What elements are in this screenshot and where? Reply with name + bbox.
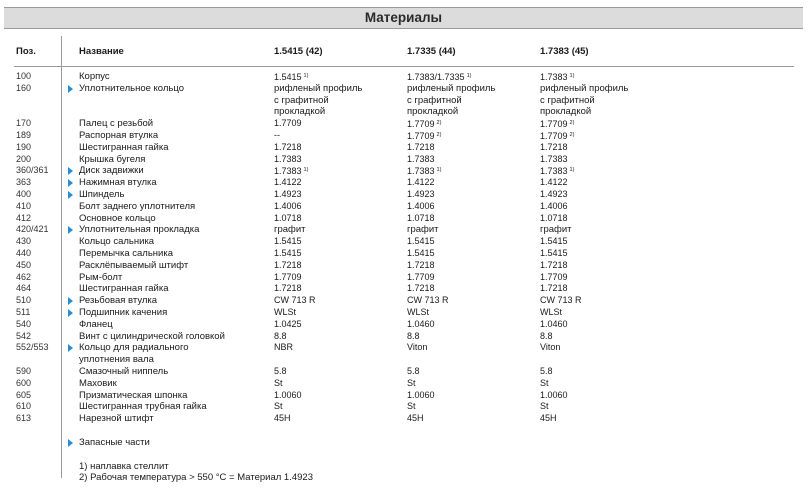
material-value: WLSt (274, 306, 297, 317)
row-name: Палец с резьбой (79, 118, 154, 130)
material-value: 5.8 (407, 365, 420, 376)
row-material-2 (407, 366, 420, 378)
material-value: 1.7383 (540, 72, 568, 82)
footnote-ref: 2) (569, 131, 575, 138)
material-value: 1.4122 (407, 177, 435, 188)
material-value: 1.5415 (274, 72, 302, 82)
material-value: St (540, 401, 549, 412)
material-value: рифленый профиль с графитной прокладкой (540, 82, 629, 118)
row-material-1 (274, 272, 302, 284)
row-material-2 (407, 142, 435, 154)
material-value: 1.7383 (407, 153, 435, 164)
material-value: Viton (407, 342, 428, 353)
row-material-2 (407, 248, 435, 260)
row-name: Кольцо сальника (79, 236, 155, 248)
row-material-1 (274, 295, 316, 307)
row-name: Крышка бугеля (79, 153, 146, 165)
row-material-1 (274, 118, 302, 130)
material-value: 1.7218 (274, 283, 302, 294)
material-value: 1.4122 (540, 177, 568, 188)
header-name: Название (79, 46, 124, 57)
row-material-1 (274, 413, 291, 425)
row-material-3 (540, 83, 628, 118)
row-position: 360/361 (16, 165, 49, 176)
material-value: 1.7383 (540, 166, 568, 177)
material-value: 45H (407, 413, 424, 424)
table-row (0, 236, 812, 248)
row-material-2 (407, 295, 449, 307)
material-value: 1.7218 (407, 283, 435, 294)
row-material-3 (540, 272, 568, 284)
row-name: Призматическая шпонка (79, 389, 188, 401)
row-material-2 (407, 189, 435, 201)
table-row (0, 366, 812, 378)
material-value: 1.7709 (407, 119, 435, 130)
material-value: 1.7383 (407, 166, 435, 177)
materials-table (0, 71, 812, 425)
row-name: Диск задвижки (79, 165, 144, 177)
row-material-1 (274, 307, 296, 319)
row-material-3 (540, 201, 568, 213)
header-pos: Поз. (16, 46, 36, 57)
row-position: 400 (16, 188, 32, 199)
table-row (0, 378, 812, 390)
material-value: 1.7383 (274, 153, 302, 164)
spare-part-marker-icon (68, 226, 73, 234)
row-material-1 (274, 248, 302, 260)
material-value: графит (274, 224, 306, 236)
row-name: Фланец (79, 318, 113, 330)
material-value: 1.7709 (407, 130, 435, 141)
row-position: 190 (16, 141, 32, 152)
row-material-2 (407, 236, 435, 248)
row-name: Основное кольцо (79, 212, 156, 224)
material-value: 1.7218 (540, 141, 568, 152)
row-material-1 (274, 331, 287, 343)
material-value: 1.0060 (274, 389, 302, 400)
row-material-1 (274, 236, 302, 248)
table-row (0, 413, 812, 425)
row-material-2 (407, 260, 435, 272)
table-row (0, 331, 812, 343)
row-material-3 (540, 213, 568, 225)
material-value: графит (407, 224, 439, 236)
material-value: St (540, 377, 549, 388)
row-position: 610 (16, 401, 32, 412)
table-row (0, 283, 812, 295)
row-material-3 (540, 236, 568, 248)
row-material-3 (540, 331, 553, 343)
footnote-ref: 2) (436, 131, 442, 138)
material-value: 1.0060 (540, 389, 568, 400)
spare-part-marker-icon (68, 309, 73, 317)
row-material-1 (274, 154, 302, 166)
spare-parts-legend: Запасные части (79, 437, 150, 448)
footnote-ref: 1) (466, 73, 472, 79)
spare-part-marker-icon (68, 85, 73, 93)
row-material-3 (540, 413, 557, 425)
spare-part-marker-icon (68, 344, 73, 352)
table-row (0, 83, 812, 118)
row-position: 100 (16, 71, 32, 81)
material-value: 1.5415 (540, 247, 568, 258)
footnote-ref: 2) (569, 120, 575, 127)
material-value: 1.5415 (274, 247, 302, 258)
table-row (0, 201, 812, 213)
material-value: 1.4923 (407, 188, 435, 199)
row-name: Уплотнительное кольцо (79, 82, 184, 94)
row-material-3 (540, 283, 568, 295)
table-row (0, 260, 812, 272)
spare-part-marker-icon (68, 167, 73, 175)
material-value: 1.5415 (540, 236, 568, 247)
spare-part-marker-icon (68, 439, 73, 447)
row-name: Шестигранная гайка (79, 141, 169, 153)
material-value: 1.7383/1.7335 (407, 72, 465, 82)
row-position: 552/553 (16, 342, 49, 353)
row-name: Уплотнительная прокладка (79, 224, 200, 236)
row-position: 605 (16, 389, 32, 400)
footnote-ref: 1) (569, 167, 575, 174)
material-value: 1.4006 (407, 200, 435, 211)
spare-part-marker-icon (68, 179, 73, 187)
footnote-2: 2) Рабочая температура > 550 °C = Материал 1.4923 (79, 472, 313, 483)
row-material-2 (407, 154, 435, 166)
row-material-2 (407, 283, 435, 295)
row-material-1 (274, 342, 293, 354)
material-value: 1.4006 (540, 200, 568, 211)
row-material-3 (540, 177, 568, 189)
material-value: рифленый профиль с графитной прокладкой (407, 82, 496, 118)
material-value: St (407, 377, 416, 388)
material-value: графит (540, 224, 572, 236)
table-row (0, 130, 812, 142)
row-name: Корпус (79, 71, 110, 82)
material-value: 1.7218 (407, 259, 435, 270)
row-position: 542 (16, 330, 32, 341)
row-material-3 (540, 319, 568, 331)
material-value: 45H (540, 413, 557, 424)
row-material-3 (540, 342, 560, 354)
row-position: 420/421 (16, 224, 49, 235)
material-value: 1.0718 (407, 212, 435, 223)
row-position: 170 (16, 118, 32, 129)
row-name: Подшипник качения (79, 306, 168, 318)
row-material-1 (274, 201, 302, 213)
table-row (0, 71, 812, 83)
row-name: Шестигранная трубная гайка (79, 401, 207, 413)
material-value: 1.0718 (274, 212, 302, 223)
row-name: Распорная втулка (79, 129, 159, 141)
row-name: Рым-болт (79, 271, 123, 283)
material-value: 1.5415 (407, 247, 435, 258)
row-position: 189 (16, 129, 32, 140)
row-name: Шпиндель (79, 188, 125, 200)
row-material-2 (407, 390, 435, 402)
footnote-ref: 1) (303, 73, 309, 79)
row-material-3 (540, 189, 568, 201)
material-value: Viton (540, 342, 561, 353)
material-value: 1.0460 (540, 318, 568, 329)
row-material-2 (407, 307, 429, 319)
table-row (0, 154, 812, 166)
row-material-2 (407, 331, 420, 343)
table-row (0, 295, 812, 307)
material-value: 1.7709 (540, 119, 568, 130)
row-material-1 (274, 130, 280, 142)
row-name: Смазочный ниппель (79, 365, 169, 377)
footnote-ref: 1) (569, 73, 575, 79)
material-value: 1.4923 (274, 188, 302, 199)
table-row (0, 307, 812, 319)
row-material-1 (274, 390, 302, 402)
row-material-3 (540, 295, 582, 307)
row-material-2 (407, 401, 416, 413)
footnote-ref: 1) (436, 167, 442, 174)
row-material-3 (540, 248, 568, 260)
material-value: 8.8 (407, 330, 420, 341)
material-value: 1.7709 (274, 118, 302, 129)
material-value: St (274, 401, 283, 412)
material-value: 1.7383 (540, 153, 568, 164)
table-row (0, 272, 812, 284)
table-row (0, 189, 812, 201)
row-material-1 (274, 83, 362, 118)
table-row (0, 342, 812, 366)
row-position: 464 (16, 283, 32, 294)
footnote-ref: 1) (303, 167, 309, 174)
row-name: Кольцо для радиального уплотнения вала (79, 342, 189, 366)
row-material-3 (540, 366, 553, 378)
material-value: 1.7218 (540, 259, 568, 270)
row-position: 511 (16, 306, 31, 317)
material-value: CW 713 R (540, 295, 582, 306)
table-row (0, 319, 812, 331)
row-position: 363 (16, 177, 32, 188)
footnote-1: 1) наплавка стеллит (79, 461, 169, 472)
row-position: 462 (16, 271, 32, 282)
row-material-1 (274, 189, 302, 201)
row-material-2 (407, 378, 416, 390)
row-position: 430 (16, 236, 32, 247)
row-name: Болт заднего уплотнителя (79, 200, 196, 212)
material-value: 8.8 (274, 330, 287, 341)
material-value: рифленый профиль с графитной прокладкой (274, 82, 363, 118)
row-material-2 (407, 413, 424, 425)
row-material-2 (407, 201, 435, 213)
row-material-1 (274, 283, 302, 295)
table-row (0, 118, 812, 130)
table-row (0, 142, 812, 154)
table-row (0, 401, 812, 413)
material-value: 1.7709 (407, 271, 435, 282)
material-value: 8.8 (540, 330, 553, 341)
row-material-3 (540, 260, 568, 272)
material-value: St (407, 401, 416, 412)
row-material-3 (540, 378, 549, 390)
material-value: 5.8 (274, 365, 287, 376)
material-value: 1.7709 (274, 271, 302, 282)
row-material-1 (274, 260, 302, 272)
table-row (0, 177, 812, 189)
material-value: -- (274, 129, 280, 140)
row-name: Нарезной штифт (79, 413, 154, 425)
material-value: 1.5415 (274, 236, 302, 247)
material-value: CW 713 R (407, 295, 449, 306)
material-value: 1.7218 (274, 259, 302, 270)
table-row (0, 224, 812, 236)
row-position: 412 (16, 212, 32, 223)
material-value: 45H (274, 413, 291, 424)
row-position: 510 (16, 295, 32, 306)
material-value: 1.7218 (540, 283, 568, 294)
row-material-3 (540, 224, 572, 236)
footnote-ref: 2) (436, 120, 442, 127)
material-value: 1.7709 (540, 271, 568, 282)
table-row (0, 248, 812, 260)
row-name: Шестигранная гайка (79, 283, 169, 295)
row-name: Маховик (79, 377, 117, 389)
row-material-1 (274, 378, 283, 390)
row-material-1 (274, 213, 302, 225)
row-material-3 (540, 401, 549, 413)
row-material-1 (274, 177, 302, 189)
row-material-1 (274, 224, 306, 236)
row-name: Резьбовая втулка (79, 295, 158, 307)
material-value: CW 713 R (274, 295, 316, 306)
row-name: Расклёпываемый штифт (79, 259, 189, 271)
material-value: St (274, 377, 283, 388)
material-value: 1.7709 (540, 130, 568, 141)
material-value: 1.4923 (540, 188, 568, 199)
row-position: 160 (16, 82, 32, 93)
row-position: 450 (16, 259, 32, 270)
row-material-1 (274, 401, 283, 413)
material-value: NBR (274, 342, 294, 353)
material-value: 1.0060 (407, 389, 435, 400)
header-material-1: 1.5415 (42) (274, 46, 323, 57)
material-value: 1.7218 (274, 141, 302, 152)
row-material-2 (407, 272, 435, 284)
material-value: 1.0425 (274, 318, 302, 329)
table-row (0, 165, 812, 177)
row-material-1 (274, 319, 302, 331)
table-row (0, 213, 812, 225)
row-material-3 (540, 154, 568, 166)
row-material-1 (274, 142, 302, 154)
row-position: 590 (16, 365, 32, 376)
row-material-2 (407, 319, 435, 331)
table-row (0, 390, 812, 402)
row-position: 440 (16, 247, 32, 258)
row-material-2 (407, 177, 435, 189)
row-material-1 (274, 366, 287, 378)
material-value: 1.0460 (407, 318, 435, 329)
material-value: 5.8 (540, 365, 553, 376)
spare-part-marker-icon (68, 297, 73, 305)
row-material-2 (407, 83, 495, 118)
material-value: 1.7383 (274, 166, 302, 177)
row-material-2 (407, 213, 435, 225)
row-name: Нажимная втулка (79, 177, 157, 189)
row-position: 613 (16, 413, 32, 424)
row-material-3 (540, 307, 562, 319)
row-position: 540 (16, 318, 32, 329)
material-value: 1.4122 (274, 177, 302, 188)
material-value: WLSt (407, 306, 430, 317)
page-title: Материалы (4, 7, 803, 29)
row-material-2 (407, 342, 427, 354)
row-position: 200 (16, 153, 32, 164)
spare-part-marker-icon (68, 191, 73, 199)
row-material-3 (540, 142, 568, 154)
row-name: Перемычка сальника (79, 247, 174, 259)
header-material-3: 1.7383 (45) (540, 46, 589, 57)
material-value: 1.5415 (407, 236, 435, 247)
row-name: Винт с цилиндрической головкой (79, 330, 225, 342)
row-material-2 (407, 224, 439, 236)
header-rule (14, 66, 794, 67)
material-value: 1.4006 (274, 200, 302, 211)
header-material-2: 1.7335 (44) (407, 46, 456, 57)
row-material-3 (540, 390, 568, 402)
material-value: 1.7218 (407, 141, 435, 152)
material-value: WLSt (540, 306, 563, 317)
row-position: 410 (16, 200, 32, 211)
material-value: 1.0718 (540, 212, 568, 223)
row-position: 600 (16, 377, 32, 388)
